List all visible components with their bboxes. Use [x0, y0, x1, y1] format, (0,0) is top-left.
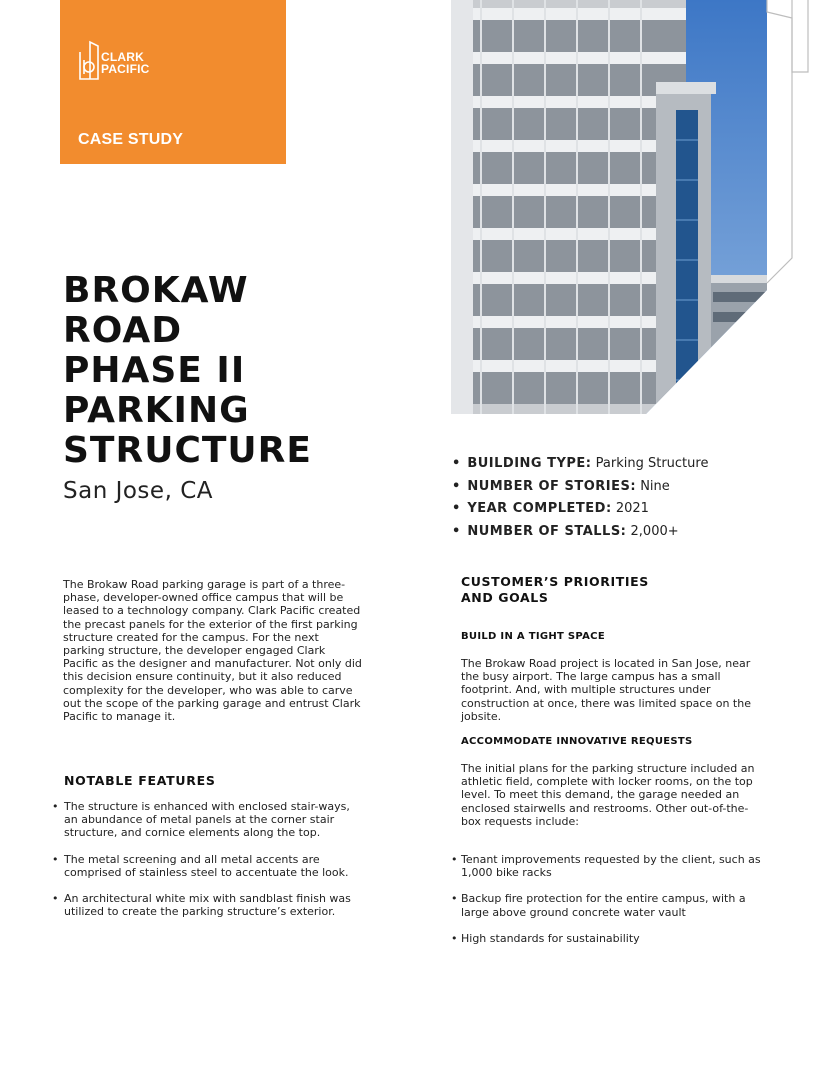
- page-title: [63, 271, 363, 471]
- list-item: • High standards for sustainability: [451, 932, 771, 945]
- spec-building-type: • BUILDING TYPE: Parking Structure: [452, 456, 709, 471]
- list-item: • An architectural white mix with sandblast finish was utilized to create the parking structure’s exterior.: [52, 892, 362, 918]
- intro-paragraph: The Brokaw Road parking garage is part of a three-phase, developer-owned office campus that will be leased to a technology company. Clark Pacific created the precast panels for the exterior of the first parking structure created for the campus. For the next parking structure, the developer engaged Clark Pacific as the designer and manufacturer. Not only did this decision ensure continuity, but it also reduced complexity for the developer, who was able to carve out the scope of the parking garage and entrust Clark Pacific to manage it.: [63, 578, 362, 724]
- building-photo: [451, 0, 767, 414]
- list-item: • The structure is enhanced with enclosed stair-ways, an abundance of metal panels at the corner stair structure, and cornice elements along the top.: [52, 800, 362, 840]
- spec-stories: • NUMBER OF STORIES: Nine: [452, 478, 670, 494]
- brand-box: [60, 0, 286, 164]
- logo-mark-icon: [78, 40, 100, 80]
- logo-line-pacific: PACIFIC: [101, 62, 150, 76]
- title-line: ROAD: [63, 310, 183, 351]
- priorities-heading-line: AND GOALS: [461, 589, 549, 605]
- spec-stalls: • NUMBER OF STALLS: 2,000+: [452, 523, 679, 539]
- subheading-innovative-requests: ACCOMMODATE INNOVATIVE REQUESTS: [461, 736, 693, 747]
- title-line: PHASE II: [63, 350, 246, 391]
- title-line: PARKING: [63, 390, 250, 431]
- project-specs: [452, 453, 708, 543]
- notable-features-list: [52, 800, 362, 931]
- case-study-label: CASE STUDY: [78, 131, 184, 148]
- priorities-heading-line: CUSTOMER’S PRIORITIES: [461, 574, 649, 589]
- innovative-requests-paragraph: The initial plans for the parking structure included an athletic field, complete with locker rooms, on the top level. To meet this demand, the garage needed an enclosed stairwells and restrooms. Other out-of-the-box requests include:: [461, 762, 755, 828]
- notable-features-heading: NOTABLE FEATURES: [64, 773, 216, 788]
- tight-space-paragraph: The Brokaw Road project is located in San Jose, near the busy airport. The large campus has a small footprint. And, with multiple structures under construction at once, there was limited space on the jobsite.: [461, 657, 751, 723]
- requests-list: [451, 853, 771, 958]
- clark-pacific-logo: [78, 40, 168, 82]
- logo-line-clark: CLARK: [101, 50, 144, 64]
- title-line: BROKAW: [63, 270, 249, 311]
- list-item: • Tenant improvements requested by the client, such as 1,000 bike racks: [451, 853, 771, 879]
- list-item: • Backup fire protection for the entire campus, with a large above ground concrete water vault: [451, 892, 771, 918]
- location: San Jose, CA: [63, 478, 213, 504]
- subheading-tight-space: BUILD IN A TIGHT SPACE: [461, 631, 605, 642]
- title-line: STRUCTURE: [63, 430, 312, 471]
- list-item: • The metal screening and all metal accents are comprised of stainless steel to accentuate the look.: [52, 853, 362, 879]
- spec-year: • YEAR COMPLETED: 2021: [452, 501, 649, 516]
- priorities-heading: [461, 574, 681, 605]
- logo-text: [101, 51, 150, 75]
